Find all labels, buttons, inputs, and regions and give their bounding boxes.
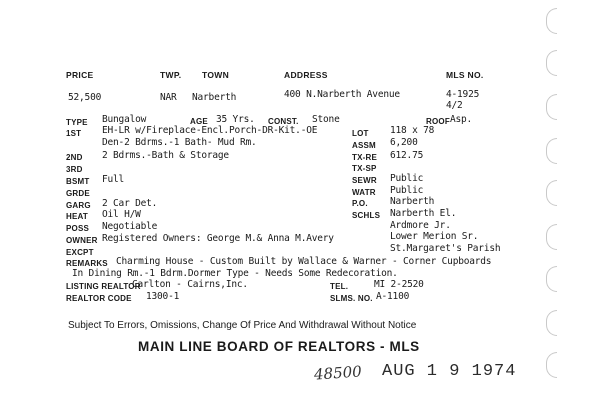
- post-office-label: P.O.: [352, 199, 368, 208]
- handwritten-price: 48500: [313, 362, 363, 384]
- binder-punch-hole: [546, 224, 557, 250]
- disclaimer-text: Subject To Errors, Omissions, Change Of Price And Withdrawal Without Notice: [68, 320, 417, 331]
- roof-label: ROOF: [426, 117, 450, 126]
- binder-punch-hole: [546, 352, 557, 378]
- tax-re-value: 612.75: [390, 150, 424, 161]
- construction-value: Stone: [312, 114, 340, 125]
- listing-realtor-label: LISTING REALTOR: [66, 282, 141, 291]
- water-label: WATR: [352, 188, 376, 197]
- post-office-value: Narberth: [390, 196, 435, 207]
- sewer-label: SEWR: [352, 176, 377, 185]
- school-item: Lower Merion Sr.: [390, 231, 479, 242]
- salesman-number-value: A-1100: [376, 291, 410, 302]
- binder-punch-hole: [546, 266, 557, 292]
- school-item: Ardmore Jr.: [390, 220, 451, 231]
- mls-number-sub: 4/2: [446, 100, 463, 111]
- schools-label: SCHLS: [352, 211, 381, 220]
- twp-label: TWP.: [160, 70, 182, 80]
- telephone-value: MI 2-2520: [374, 279, 424, 290]
- tax-sp-label: TX-SP: [352, 164, 377, 173]
- telephone-label: TEL.: [330, 282, 349, 291]
- binder-punch-hole: [546, 50, 557, 76]
- remarks-label: REMARKS: [66, 259, 108, 268]
- tax-re-label: TX-RE: [352, 153, 377, 162]
- board-title: MAIN LINE BOARD OF REALTORS - MLS: [138, 339, 420, 354]
- date-stamp: AUG 1 9 1974: [382, 362, 517, 381]
- construction-label: CONST.: [268, 117, 299, 126]
- type-value: Bungalow: [102, 114, 147, 125]
- address-value: 400 N.Narberth Avenue: [284, 89, 400, 100]
- binder-punch-hole: [546, 138, 557, 164]
- binder-punch-hole: [546, 310, 557, 336]
- grade-label: GRDE: [66, 189, 90, 198]
- garage-value: 2 Car Det.: [102, 198, 158, 209]
- age-label: AGE: [190, 117, 208, 126]
- binder-punch-hole: [546, 8, 557, 34]
- second-floor-value: 2 Bdrms.-Bath & Storage: [102, 150, 229, 161]
- roof-value: Asp.: [450, 114, 473, 125]
- first-floor-label: 1ST: [66, 129, 82, 138]
- listing-realtor-value: Carlton - Cairns,Inc.: [132, 279, 248, 290]
- first-floor-value-line2: Den-2 Bdrms.-1 Bath- Mud Rm.: [102, 137, 257, 148]
- exceptions-label: EXCPT: [66, 248, 94, 257]
- third-floor-label: 3RD: [66, 165, 83, 174]
- binder-punch-hole: [546, 180, 557, 206]
- possession-value: Negotiable: [102, 221, 158, 232]
- age-value: 35 Yrs.: [216, 114, 255, 125]
- possession-label: POSS: [66, 224, 90, 233]
- basement-value: Full: [102, 174, 125, 185]
- binder-punch-hole: [546, 94, 557, 120]
- price-label: PRICE: [66, 70, 94, 80]
- mls-number-label: MLS NO.: [446, 70, 484, 80]
- heat-value: Oil H/W: [102, 209, 141, 220]
- school-item: Narberth El.: [390, 208, 457, 219]
- owner-value: Registered Owners: George M.& Anna M.Avery: [102, 233, 334, 244]
- assessment-label: ASSM: [352, 141, 376, 150]
- realtor-code-value: 1300-1: [146, 291, 180, 302]
- address-label: ADDRESS: [284, 70, 328, 80]
- remarks-value-line1: Charming House - Custom Built by Wallace & Warner - Corner Cupboards: [116, 256, 492, 267]
- heat-label: HEAT: [66, 212, 88, 221]
- water-value: Public: [390, 185, 424, 196]
- town-value: Narberth: [192, 92, 237, 103]
- town-label: TOWN: [202, 70, 230, 80]
- lot-value: 118 x 78: [390, 125, 435, 136]
- salesman-number-label: SLMS. NO.: [330, 294, 373, 303]
- second-floor-label: 2ND: [66, 153, 83, 162]
- sewer-value: Public: [390, 173, 424, 184]
- price-value: 52,500: [68, 92, 102, 103]
- twp-value: NAR: [160, 92, 177, 103]
- owner-label: OWNER: [66, 236, 98, 245]
- lot-label: LOT: [352, 129, 369, 138]
- type-label: TYPE: [66, 118, 88, 127]
- assessment-value: 6,200: [390, 137, 418, 148]
- realtor-code-label: REALTOR CODE: [66, 294, 132, 303]
- school-item: St.Margaret's Parish: [390, 243, 501, 254]
- mls-number-value: 4-1925: [446, 89, 480, 100]
- remarks-value-line2: In Dining Rm.-1 Bdrm.Dormer Type - Needs Some Redecoration.: [72, 268, 398, 279]
- garage-label: GARG: [66, 201, 91, 210]
- basement-label: BSMT: [66, 177, 90, 186]
- first-floor-value-line1: EH-LR w/Fireplace-Encl.Porch-DR-Kit.-OE: [102, 125, 318, 136]
